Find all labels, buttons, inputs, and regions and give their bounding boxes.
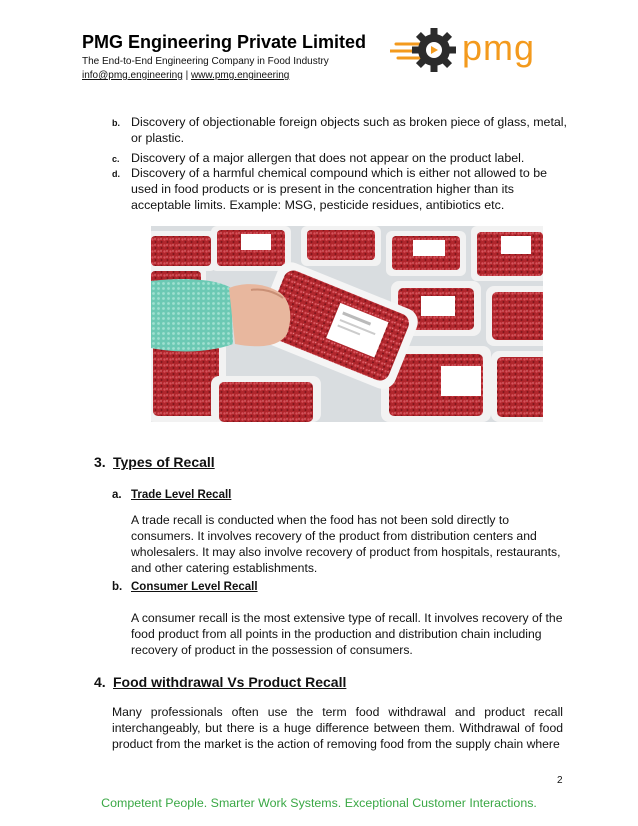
list-item-text: Discovery of a harmful chemical compound which is either not allowed to be used in food products or is present in the concentration higher than its acceptable limits. Example: MSG, pesticide residues, antibiotics etc. [131,166,547,212]
email-link[interactable]: info@pmg.engineering [82,70,183,81]
list-item-text: Discovery of a major allergen that does not appear on the product label. [131,151,525,165]
subsection-b-heading [112,581,258,593]
list-item [112,114,567,146]
subsection-title: Trade Level Recall [131,489,232,501]
contact-links [82,70,289,81]
page-number: 2 [557,775,563,786]
list-item-text: Discovery of objectionable foreign objects such as broken piece of glass, metal, or plastic. [131,115,567,145]
link-separator: | [185,70,189,81]
subsection-marker: a. [112,489,122,501]
consumer-recall-paragraph: A consumer recall is the most extensive type of recall. It involves recovery of the food product from all points in the production and distribution chain including recovery of product in the possession of consumers. [131,611,563,657]
meat-packages-photo [151,226,543,422]
website-link[interactable]: www.pmg.engineering [190,70,290,81]
pmg-logo [390,22,560,78]
section-4-heading [94,674,346,690]
section-title: Food withdrawal Vs Product Recall [113,674,347,690]
company-name: PMG Engineering Private Limited [82,32,367,52]
list-marker: d. [112,169,120,179]
gear-icon [390,28,456,72]
subsection-a-heading [112,489,231,501]
subsection-title: Consumer Level Recall [131,581,258,593]
footer-slogan: Competent People. Smarter Work Systems. Exceptional Customer Interactions. [101,796,537,810]
logo-wordmark: pmg [462,27,536,68]
list-marker: c. [112,154,120,164]
section-title: Types of Recall [113,454,215,470]
list-marker: b. [112,118,120,128]
section-number: 3. [94,454,106,470]
withdrawal-paragraph: Many professionals often use the term food withdrawal and product recall interchangeably, but there is a huge difference between them. Withdrawal of food product from the market is the action of removing food from the supply chain where [112,705,563,751]
section-3-heading [94,454,215,470]
company-tagline: The End-to-End Engineering Company in Food Industry [82,56,329,67]
trade-recall-paragraph: A trade recall is conducted when the food has not been sold directly to consumers. It involves recovery of the product from distribution centers and wholesalers. It may also involve recovery of product from hospitals, restaurants, and other catering establishments. [131,513,561,575]
subsection-marker: b. [112,581,123,593]
list-item [112,150,567,166]
section-number: 4. [94,674,106,690]
list-item [112,165,567,213]
